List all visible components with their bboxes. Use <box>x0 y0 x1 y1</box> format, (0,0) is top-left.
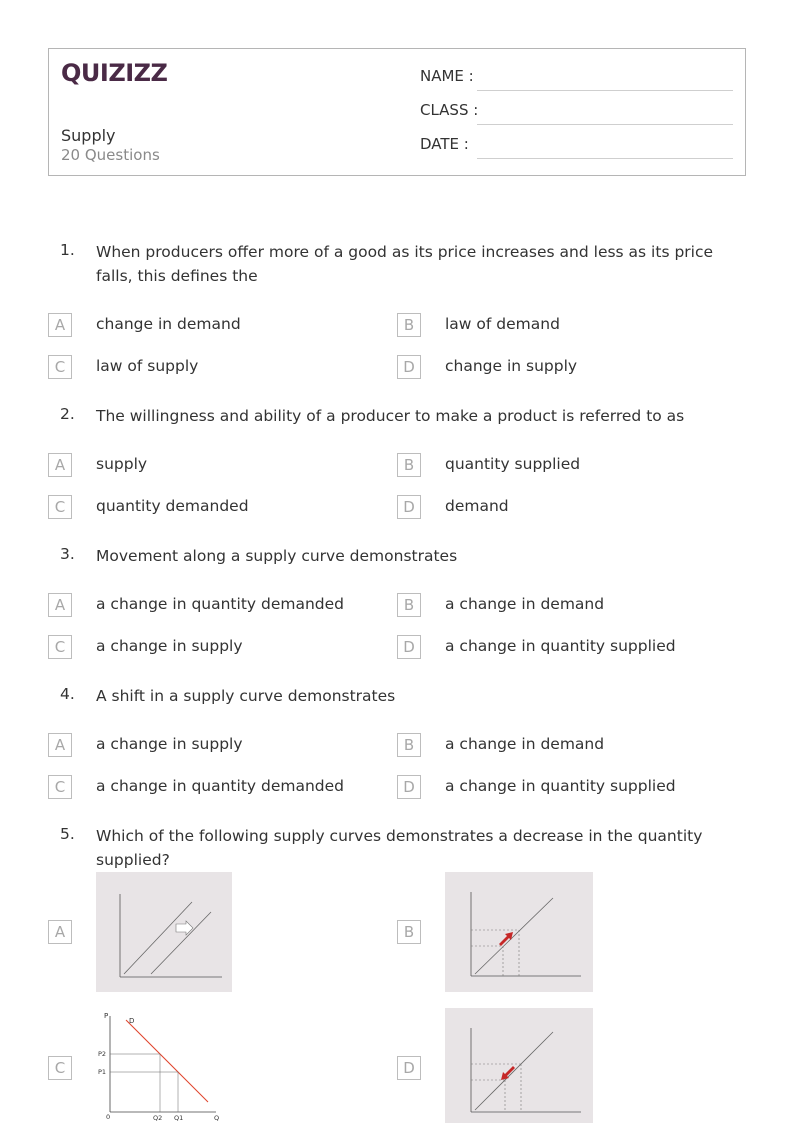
worksheet-title: Supply <box>61 126 116 145</box>
question-text: The willingness and ability of a producer to make a product is referred to as <box>96 407 685 425</box>
option-letter-box[interactable]: A <box>48 313 72 337</box>
question-number: 4. <box>60 685 75 703</box>
name-field[interactable] <box>420 67 735 91</box>
option-letter-box[interactable]: D <box>397 355 421 379</box>
option-text[interactable]: a change in demand <box>445 595 605 613</box>
question-text: When producers offer more of a good as its price increases and less as its price falls, this defines the <box>96 243 714 285</box>
question-text: Movement along a supply curve demonstrates <box>96 547 458 565</box>
option-text[interactable]: quantity demanded <box>96 497 249 515</box>
option-letter-box[interactable]: B <box>397 313 421 337</box>
option-letter-box[interactable]: A <box>48 593 72 617</box>
option-text[interactable]: law of demand <box>445 315 560 333</box>
axis-label-q: Q <box>214 1114 220 1122</box>
option-text[interactable]: a change in demand <box>445 735 605 753</box>
option-text[interactable]: supply <box>96 455 148 473</box>
demand-chart-image[interactable] <box>96 1008 226 1123</box>
option-text[interactable]: a change in quantity demanded <box>96 777 345 795</box>
question-text: A shift in a supply curve demonstrates <box>96 687 396 705</box>
axis-label-p: P <box>104 1012 109 1020</box>
demand-curve <box>126 1020 208 1102</box>
option-text[interactable]: change in supply <box>445 357 578 375</box>
option-text[interactable]: a change in quantity demanded <box>96 595 345 613</box>
date-field[interactable] <box>420 135 735 159</box>
class-label: CLASS : <box>420 101 479 119</box>
question-count: 20 Questions <box>61 146 160 164</box>
option-text[interactable]: a change in supply <box>96 637 243 655</box>
class-field[interactable] <box>420 101 735 125</box>
supply-movement-up-chart-image[interactable] <box>445 872 593 992</box>
option-letter-box[interactable]: D <box>397 1056 421 1080</box>
option-letter-box[interactable]: B <box>397 593 421 617</box>
option-letter-box[interactable]: C <box>48 775 72 799</box>
worksheet-header <box>48 48 746 176</box>
option-letter-box[interactable]: C <box>48 635 72 659</box>
class-line[interactable] <box>477 124 733 125</box>
option-text[interactable]: change in demand <box>96 315 241 333</box>
option-text[interactable]: a change in quantity supplied <box>445 637 676 655</box>
option-letter-box[interactable]: B <box>397 733 421 757</box>
question-number: 5. <box>60 825 75 843</box>
tick-label-q1: Q1 <box>174 1114 184 1122</box>
option-letter-box[interactable]: D <box>397 495 421 519</box>
option-text[interactable]: a change in quantity supplied <box>445 777 676 795</box>
question-number: 3. <box>60 545 75 563</box>
quizizz-logo: QUIZIZZ <box>61 59 168 87</box>
question-number: 1. <box>60 241 75 259</box>
option-letter-box[interactable]: A <box>48 920 72 944</box>
supply-movement-down-chart-image[interactable] <box>445 1008 593 1123</box>
date-line[interactable] <box>477 158 733 159</box>
curve-label-d: D <box>129 1017 135 1025</box>
option-text[interactable]: quantity supplied <box>445 455 581 473</box>
option-text[interactable]: demand <box>445 497 509 515</box>
origin-label: 0 <box>106 1113 111 1121</box>
supply-shift-chart-image[interactable] <box>96 872 232 992</box>
option-letter-box[interactable]: C <box>48 495 72 519</box>
option-letter-box[interactable]: D <box>397 635 421 659</box>
option-letter-box[interactable]: A <box>48 733 72 757</box>
tick-label-p1: P1 <box>98 1068 107 1076</box>
option-letter-box[interactable]: C <box>48 355 72 379</box>
question-text: Which of the following supply curves demonstrates a decrease in the quantity supplied? <box>96 827 703 869</box>
option-text[interactable]: law of supply <box>96 357 199 375</box>
option-letter-box[interactable]: C <box>48 1056 72 1080</box>
tick-label-q2: Q2 <box>153 1114 163 1122</box>
question-number: 2. <box>60 405 75 423</box>
option-letter-box[interactable]: B <box>397 453 421 477</box>
name-line[interactable] <box>477 90 733 91</box>
option-text[interactable]: a change in supply <box>96 735 243 753</box>
option-letter-box[interactable]: D <box>397 775 421 799</box>
tick-label-p2: P2 <box>98 1050 107 1058</box>
option-letter-box[interactable]: A <box>48 453 72 477</box>
option-letter-box[interactable]: B <box>397 920 421 944</box>
date-label: DATE : <box>420 135 469 153</box>
name-label: NAME : <box>420 67 474 85</box>
